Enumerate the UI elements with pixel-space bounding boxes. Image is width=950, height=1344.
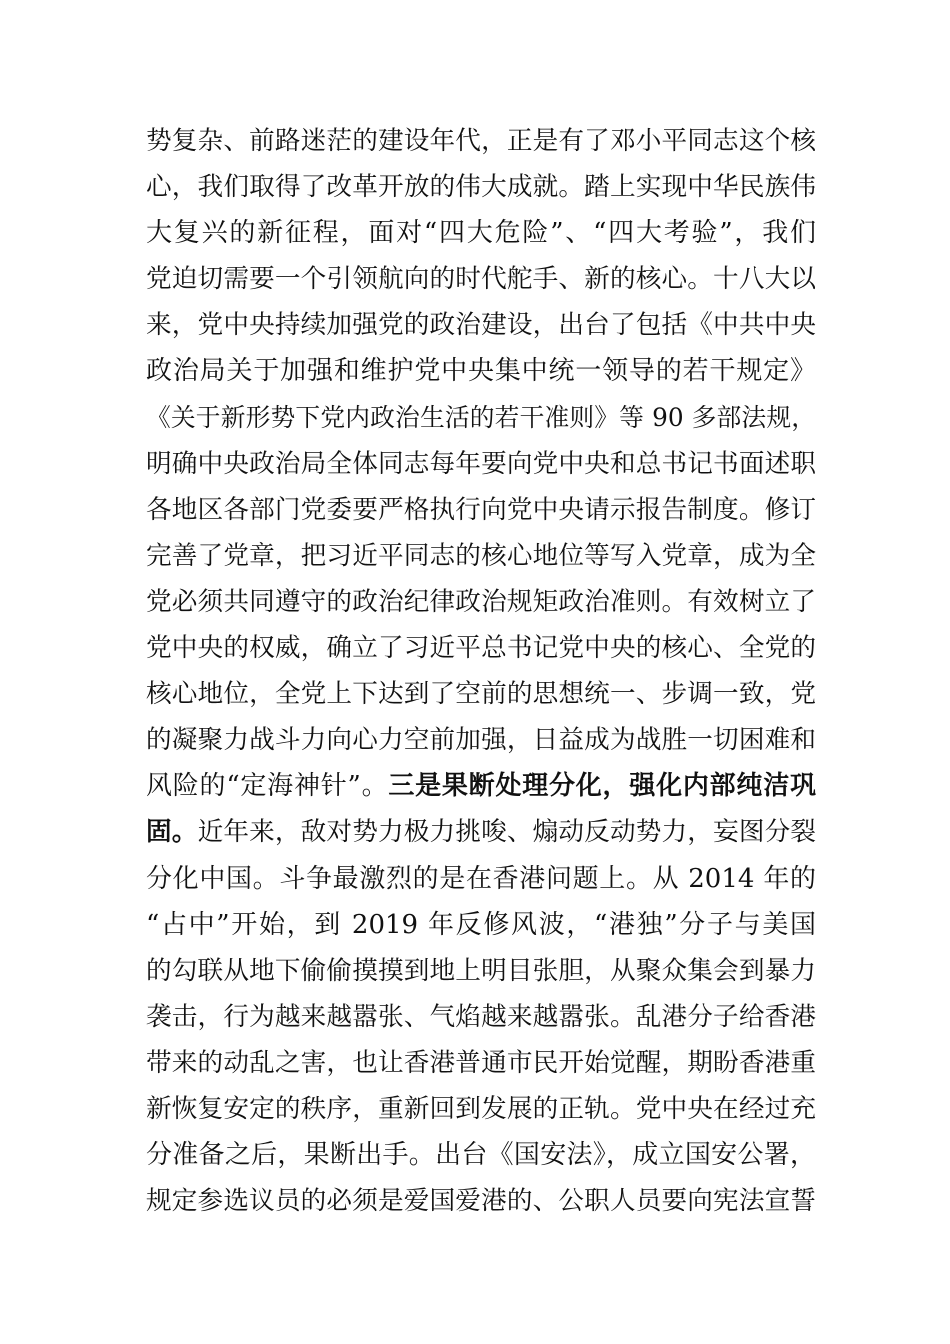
body-text	[146, 118, 816, 1224]
text-line: 各地区各部门党委要严格执行向党中央请示报告制度。修订	[146, 494, 816, 525]
section-heading-bold: 三是果断处理分化，强化内部纯洁巩	[388, 771, 816, 802]
text-line: 的凝聚力战斗力向心力空前加强，日益成为战胜一切困难和	[146, 725, 816, 756]
text-line: 党迫切需要一个引领航向的时代舵手、新的核心。十八大以	[146, 264, 816, 295]
text-line: 来，党中央持续加强党的政治建设，出台了包括《中共中央	[146, 310, 816, 341]
text-line: “占中”开始，到 2019 年反修风波，“港独”分子与美国	[146, 909, 816, 940]
text-line: 分化中国。斗争最激烈的是在香港问题上。从 2014 年的	[146, 863, 816, 894]
text-segment: 风险的“定海神针”。	[146, 771, 389, 802]
text-line: 明确中央政治局全体同志每年要向党中央和总书记书面述职	[146, 448, 816, 479]
text-line: 政治局关于加强和维护党中央集中统一领导的若干规定》	[146, 356, 816, 387]
text-line-mixed	[146, 809, 816, 855]
text-line: 核心地位，全党上下达到了空前的思想统一、步调一致，党	[146, 679, 816, 710]
text-line: 《关于新形势下党内政治生活的若干准则》等 90 多部法规，	[146, 402, 816, 432]
text-segment: 近年来，敌对势力极力挑唆、煽动反动势力，妄图分裂	[197, 817, 817, 848]
text-line: 心，我们取得了改革开放的伟大成就。踏上实现中华民族伟	[146, 172, 816, 203]
text-line: 带来的动乱之害，也让香港普通市民开始觉醒，期盼香港重	[146, 1047, 816, 1078]
text-line: 的勾联从地下偷偷摸摸到地上明目张胆，从聚众集会到暴力	[146, 955, 816, 986]
text-line: 袭击，行为越来越嚣张、气焰越来越嚣张。乱港分子给香港	[146, 1001, 816, 1032]
text-line: 党必须共同遵守的政治纪律政治规矩政治准则。有效树立了	[146, 586, 816, 617]
text-line: 党中央的权威，确立了习近平总书记党中央的核心、全党的	[146, 633, 816, 664]
text-line-mixed	[146, 763, 816, 809]
text-line: 大复兴的新征程，面对“四大危险”、“四大考验”，我们	[146, 218, 816, 249]
section-heading-bold-end: 固。	[146, 817, 198, 848]
text-line: 势复杂、前路迷茫的建设年代，正是有了邓小平同志这个核	[146, 126, 816, 156]
text-line: 分准备之后，果断出手。出台《国安法》，成立国安公署，	[146, 1140, 816, 1171]
text-line: 新恢复安定的秩序，重新回到发展的正轨。党中央在经过充	[146, 1093, 816, 1124]
text-line: 完善了党章，把习近平同志的核心地位等写入党章，成为全	[146, 540, 816, 571]
text-line: 规定参选议员的必须是爱国爱港的、公职人员要向宪法宣誓	[146, 1186, 816, 1217]
